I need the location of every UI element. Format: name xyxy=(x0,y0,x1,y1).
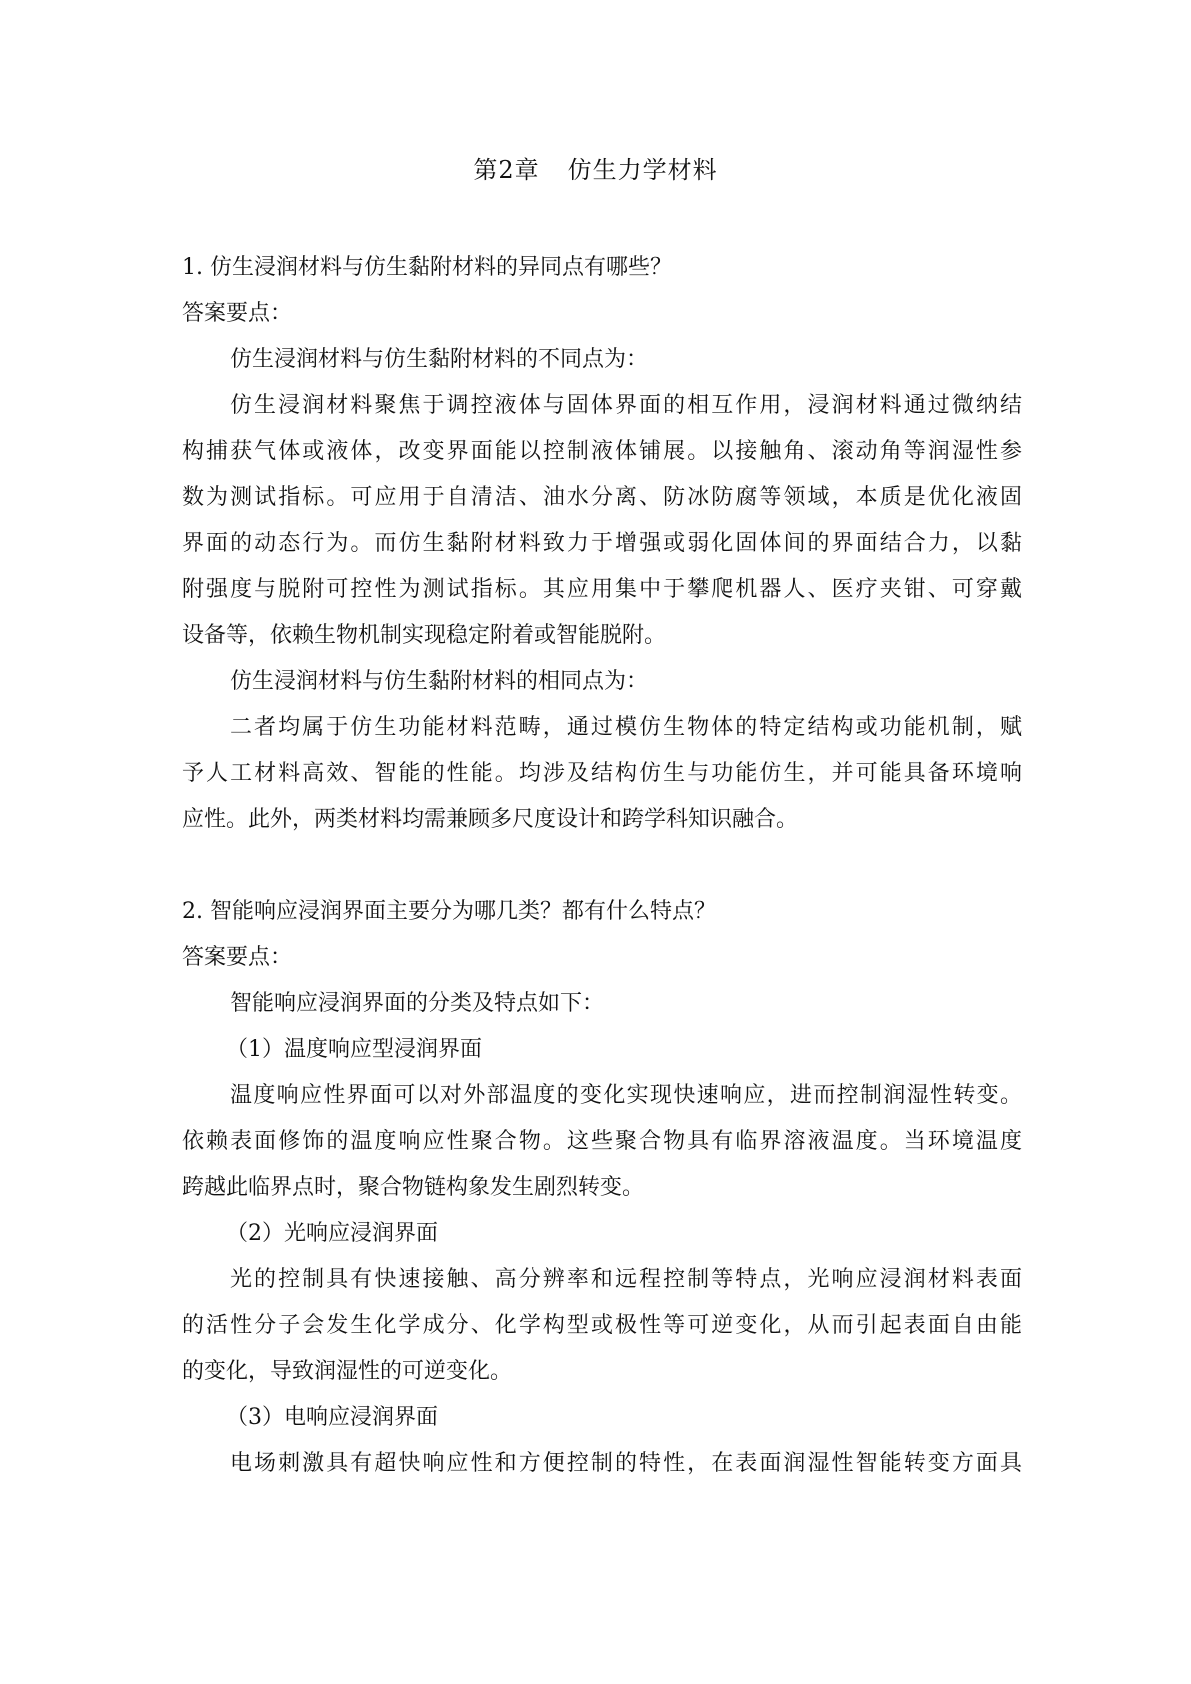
chapter-name: 仿生力学材料 xyxy=(567,156,718,184)
section-heading: （3）电响应浸润界面 xyxy=(226,1405,438,1430)
question-2: 2. 智能响应浸润界面主要分为哪几类？都有什么特点？ xyxy=(182,899,716,924)
paragraph-line: 光的控制具有快速接触、高分辨率和远程控制等特点，光响应浸润材料表面 xyxy=(230,1267,1022,1292)
diff-heading: 仿生浸润材料与仿生黏附材料的不同点为： xyxy=(230,347,649,372)
paragraph-line: 的活性分子会发生化学成分、化学构型或极性等可逆变化，从而引起表面自由能 xyxy=(182,1313,1022,1338)
paragraph-line: 附强度与脱附可控性为测试指标。其应用集中于攀爬机器人、医疗夹钳、可穿戴 xyxy=(182,577,1022,602)
answer-label-1: 答案要点： xyxy=(182,301,293,326)
intro-line: 智能响应浸润界面的分类及特点如下： xyxy=(230,991,605,1016)
paragraph-line: 二者均属于仿生功能材料范畴，通过模仿生物体的特定结构或功能机制，赋 xyxy=(230,715,1022,740)
paragraph-line: 依赖表面修饰的温度响应性聚合物。这些聚合物具有临界溶液温度。当环境温度 xyxy=(182,1129,1022,1154)
paragraph-line: 设备等，依赖生物机制实现稳定附着或智能脱附。 xyxy=(182,623,667,648)
paragraph-line: 跨越此临界点时，聚合物链构象发生剧烈转变。 xyxy=(182,1175,645,1200)
question-1: 1. 仿生浸润材料与仿生黏附材料的异同点有哪些？ xyxy=(182,255,672,280)
paragraph-line: 予人工材料高效、智能的性能。均涉及结构仿生与功能仿生，并可能具备环境响 xyxy=(182,761,1022,786)
paragraph-line: 的变化，导致润湿性的可逆变化。 xyxy=(182,1359,513,1384)
section-heading: （1）温度响应型浸润界面 xyxy=(226,1037,482,1062)
section-heading: （2）光响应浸润界面 xyxy=(226,1221,438,1246)
chapter-title xyxy=(0,150,1191,190)
answer-label-2: 答案要点： xyxy=(182,945,293,970)
document-body xyxy=(182,245,1022,1487)
paragraph-line: 仿生浸润材料聚焦于调控液体与固体界面的相互作用，浸润材料通过微纳结 xyxy=(230,393,1022,418)
section-spacer xyxy=(182,843,1022,889)
chapter-number: 第2章 xyxy=(473,156,540,184)
paragraph-line: 电场刺激具有超快响应性和方便控制的特性，在表面润湿性智能转变方面具 xyxy=(230,1451,1022,1476)
paragraph-line: 应性。此外，两类材料均需兼顾多尺度设计和跨学科知识融合。 xyxy=(182,807,799,832)
paragraph-line: 界面的动态行为。而仿生黏附材料致力于增强或弱化固体间的界面结合力，以黏 xyxy=(182,531,1022,556)
paragraph-line: 构捕获气体或液体，改变界面能以控制液体铺展。以接触角、滚动角等润湿性参 xyxy=(182,439,1022,464)
paragraph-line: 数为测试指标。可应用于自清洁、油水分离、防冰防腐等领域，本质是优化液固 xyxy=(182,485,1022,510)
paragraph-line: 温度响应性界面可以对外部温度的变化实现快速响应，进而控制润湿性转变。 xyxy=(230,1083,1022,1108)
same-heading: 仿生浸润材料与仿生黏附材料的相同点为： xyxy=(230,669,649,694)
